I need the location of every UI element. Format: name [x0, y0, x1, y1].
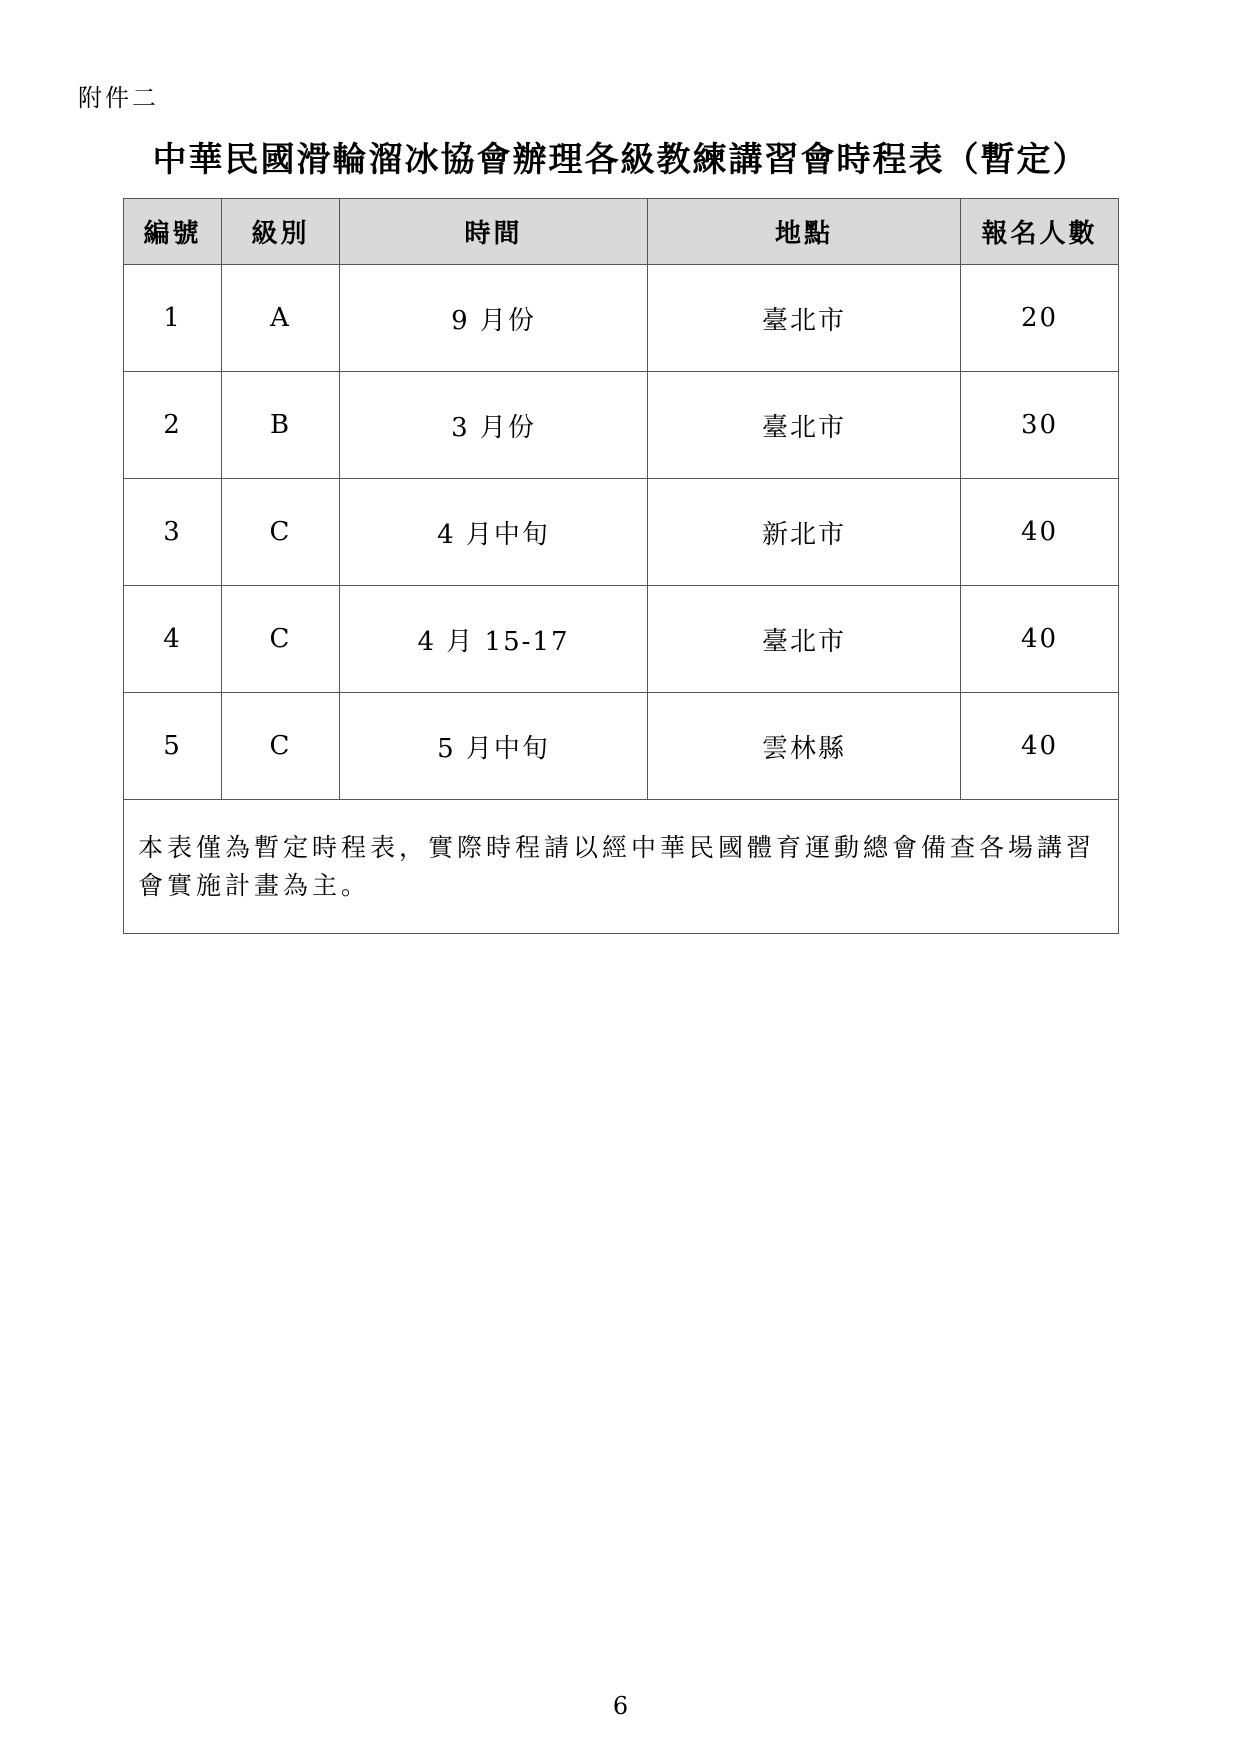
table-header-row: [124, 199, 1119, 265]
attachment-label: 附件二: [78, 84, 159, 112]
document-title: 中華民國滑輪溜冰協會辦理各級教練講習會時程表（暫定）: [152, 140, 1089, 180]
cell-registrants: 40: [961, 479, 1119, 586]
cell-level: C: [222, 479, 340, 586]
cell-time: 4 月中旬: [340, 479, 648, 586]
table-row: [124, 586, 1119, 693]
cell-level: A: [222, 265, 340, 372]
cell-location: 臺北市: [648, 372, 961, 479]
cell-registrants: 20: [961, 265, 1119, 372]
header-level: 級別: [222, 199, 340, 265]
cell-location: 新北市: [648, 479, 961, 586]
header-time: 時間: [340, 199, 648, 265]
cell-location: 雲林縣: [648, 693, 961, 800]
cell-time: 4 月 15-17: [340, 586, 648, 693]
cell-time: 9 月份: [340, 265, 648, 372]
table-note-row: [124, 800, 1119, 934]
cell-registrants: 30: [961, 372, 1119, 479]
page-number: 6: [612, 1692, 629, 1720]
header-registrants: 報名人數: [961, 199, 1119, 265]
table-row: [124, 265, 1119, 372]
cell-level: C: [222, 693, 340, 800]
cell-registrants: 40: [961, 693, 1119, 800]
table-row: [124, 479, 1119, 586]
cell-number: 2: [124, 372, 222, 479]
cell-number: 5: [124, 693, 222, 800]
cell-level: C: [222, 586, 340, 693]
header-number: 編號: [124, 199, 222, 265]
table-row: [124, 693, 1119, 800]
cell-location: 臺北市: [648, 265, 961, 372]
table-note: 本表僅為暫定時程表，實際時程請以經中華民國體育運動總會備查各場講習會實施計畫為主。: [124, 800, 1119, 934]
cell-number: 3: [124, 479, 222, 586]
header-location: 地點: [648, 199, 961, 265]
cell-number: 4: [124, 586, 222, 693]
cell-number: 1: [124, 265, 222, 372]
cell-level: B: [222, 372, 340, 479]
cell-location: 臺北市: [648, 586, 961, 693]
cell-registrants: 40: [961, 586, 1119, 693]
table-row: [124, 372, 1119, 479]
cell-time: 3 月份: [340, 372, 648, 479]
cell-time: 5 月中旬: [340, 693, 648, 800]
schedule-table: [123, 198, 1119, 934]
